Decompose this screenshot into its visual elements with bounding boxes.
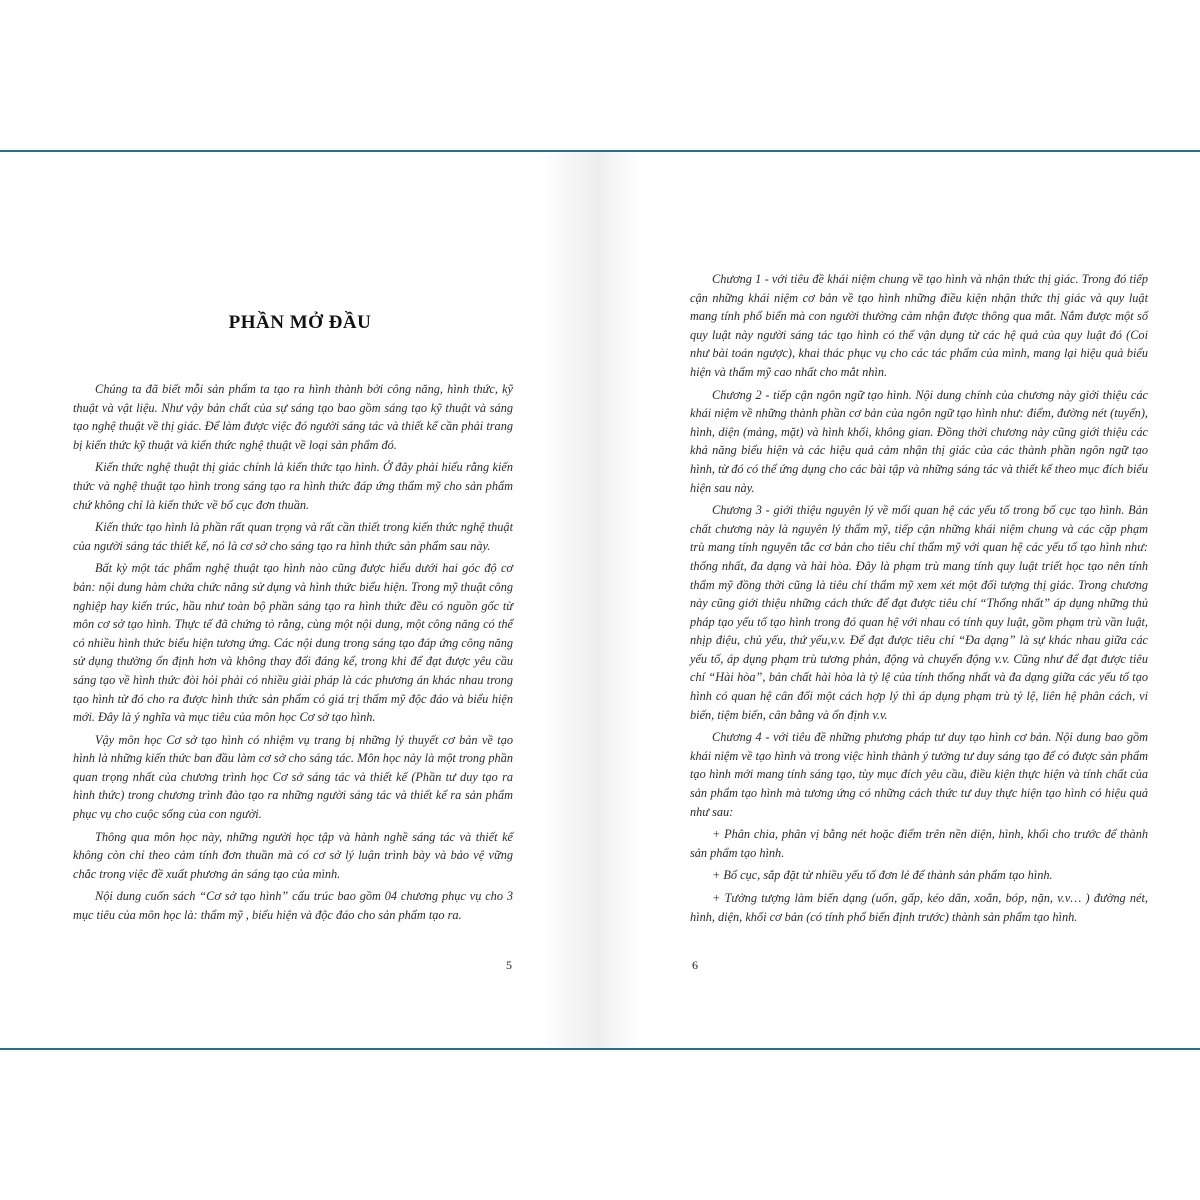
paragraph: Nội dung cuốn sách “Cơ sở tạo hình” cấu trúc bao gồm 04 chương phục vụ cho 3 mục tiêu của môn học là: thẩm mỹ , biểu hiện và độc đáo cho sản phẩm tạo ra. (73, 889, 513, 923)
paragraph: Chương 4 - với tiêu đề những phương pháp tư duy tạo hình cơ bản. Nội dung bao gồm khái niệm về tạo hình và trong việc hình thành ý tưởng tư duy sáng tạo để có được sản phẩm tạo hình mới mang tính sáng tạo, tùy mục đích yêu cầu, điều kiện thực hiện và tính chất của sản phẩm tạo hình mà tương ứng có những cách thức tư duy thực hiện tạo hình có hiệu quả như sau: (690, 730, 1148, 819)
list-item: + Phân chia, phân vị bằng nét hoặc điểm trên nền diện, hình, khối cho trước để thành sản phẩm tạo hình. (690, 827, 1148, 860)
page-number: 6 (692, 958, 698, 972)
paragraph: Thông qua môn học này, những người học tập và hành nghề sáng tác và thiết kế không còn chỉ theo cảm tính đơn thuần mà có cơ sở lý luận trình bày và bảo vệ vững chắc trong việc đề xuất phương án sáng tạo của mình. (73, 829, 513, 881)
paragraph: Bất kỳ một tác phẩm nghệ thuật tạo hình nào cũng được hiểu dưới hai góc độ cơ bản: nội dung hàm chứa chức năng sử dụng và hình thức biểu hiện. Trong mỹ thuật công nghiệp hay kiến trúc, hầu như toàn bộ phần sáng tạo ra hình thức đều có nguồn gốc từ môn cơ sở tạo hình. Thực tế đã chứng tỏ rằng, cùng một nội dung, một công năng có thể có nhiều hình thức biểu hiện tương ứng. Các nội dung trong sáng tạo đáp ứng công năng sử dụng thường ổn định hơn và không thay đổi đáng kể, trong khi để đạt được yêu cầu sáng tạo về hình thức đòi hỏi phải có nhiều giải pháp là các phương án khác nhau trong tạo hình từ đó cho ra được hình thức sản phẩm có giá trị thẩm mỹ độc đáo và biểu hiện mới. Đây là ý nghĩa và mục tiêu của môn học Cơ sở tạo hình. (73, 561, 513, 725)
list-item: + Bố cục, sắp đặt từ nhiều yếu tố đơn lẻ để thành sản phẩm tạo hình. (712, 868, 1053, 883)
paragraph: Kiến thức nghệ thuật thị giác chính là kiến thức tạo hình. Ở đây phải hiểu rằng kiến thức và nghệ thuật tạo hình trong sáng tạo ra hình thức đáp ứng thẩm mỹ cho sản phẩm chứ không chỉ là kiến thức về bố cục đơn thuần. (73, 460, 513, 512)
paragraph: Vậy môn học Cơ sở tạo hình có nhiệm vụ trang bị những lý thuyết cơ bản về tạo hình là những kiến thức ban đầu làm cơ sở cho sáng tác. Môn học này là một trong phần quan trọng nhất của chương trình học Cơ sở sáng tác và thiết kế (Phần tư duy tạo ra hình thức) trong chương trình đào tạo ra những người sáng tác và thiết kế ra sản phẩm phục vụ cho cuộc sống của con người. (73, 732, 513, 822)
left-page-body (73, 380, 513, 929)
right-page (600, 152, 1200, 1048)
right-page-body (690, 270, 1148, 930)
left-page (0, 152, 600, 1048)
page-number: 5 (506, 958, 512, 972)
paragraph: Chương 1 - với tiêu đề khái niệm chung về tạo hình và nhận thức thị giác. Trong đó tiếp cận những khái niệm cơ bản về tạo hình những điều kiện nhận thức thị giác và quy luật mang tính phổ biến mà con người thường cảm nhận được thông qua mắt. Nắm được một số quy luật này người sáng tác tạo hình có thể vận dụng từ các hệ quả của quy luật đó (Coi như bài toán ngược), khai thác phục vụ cho các tác phẩm của mình, mang lại hiệu quả biểu hiện và thẩm mỹ cao nhất cho mắt nhìn. (690, 272, 1148, 379)
bottom-border-rule (0, 1048, 1200, 1050)
paragraph: Chương 3 - giới thiệu nguyên lý về mối quan hệ các yếu tố trong bố cục tạo hình. Bản chất chương này là nguyên lý thẩm mỹ, tiếp cận những khái niệm chung và các cặp phạm trù mang tính nguyên tắc cơ bản cho tiêu chí thẩm mỹ với quan hệ các yếu tố tạo hình như: thống nhất, đa dạng và hài hòa. Đây là phạm trù mang tính quy luật triết học tạo nên tính thẩm mỹ đồng thời cũng là tiêu chí thẩm mỹ xem xét một đối tượng thị giác. Trong chương này cũng giới thiệu những cách thức để đạt được tiêu chí “Thống nhất” áp dụng những thủ pháp tạo yếu tố tạo hình trong đó quan hệ với nhau có tính quy luật, gồm phạm trù vần luật, nhịp điệu, chủ yếu, thứ yếu,v.v. Để đạt được tiêu chí “Đa dạng” là sự khác nhau giữa các yếu tố, áp dụng phạm trù tương phản, động và chuyển động v.v. Cũng như để đạt được tiêu chí “Hài hòa”, bản chất hài hòa là tỷ lệ của tính thống nhất và đa dạng giữa các yếu tố tạo hình có quan hệ cân đối một cách hợp lý thì áp dụng phạm trù tỷ lệ, liên hệ phân cách, vi biến, tiệm biến, cân bằng và ổn định v.v. (690, 503, 1148, 722)
paragraph: Chúng ta đã biết mỗi sản phẩm ta tạo ra hình thành bởi công năng, hình thức, kỹ thuật và vật liệu. Như vậy bản chất của sự sáng tạo bao gồm sáng tạo kỹ thuật và sáng tạo nghệ thuật về thị giác. Để làm được việc đó người sáng tác và thiết kế cần phải trang bị kiến thức kỹ thuật và kiến thức nghệ thuật về loại sản phẩm đó. (73, 382, 513, 452)
gutter-shadow (540, 152, 600, 1048)
page-title: PHẦN MỞ ĐẦU (228, 312, 372, 333)
paragraph: Kiến thức tạo hình là phần rất quan trọng và rất cần thiết trong kiến thức nghệ thuật của người sáng tác thiết kế, nó là cơ sở cho sáng tạo ra hình thức sản phẩm sau này. (73, 520, 513, 553)
book-spread (0, 152, 1200, 1048)
paragraph: Chương 2 - tiếp cận ngôn ngữ tạo hình. Nội dung chính của chương này giới thiệu các khái niệm về những thành phần cơ bản của ngôn ngữ tạo hình như: điểm, đường nét (tuyến), hình, diện (mảng, mặt) và hình khối, không gian. Đồng thời chương này cũng giới thiệu các khả năng biểu hiện và các hiệu quả cảm nhận thị giác của các thành phần ngôn ngữ tạo hình, từ đó có thể ứng dụng cho các bài tập và những sáng tác và thiết kế theo mục đích biểu hiện sau này. (690, 387, 1148, 495)
gutter-shadow (600, 152, 640, 1048)
list-item: + Tưởng tượng làm biến dạng (uốn, gấp, kéo dãn, xoắn, bóp, nặn, v.v… ) đường nét, hình, diện, khối cơ bản (có tính phổ biến định trước) thành sản phẩm tạo hình. (690, 891, 1148, 924)
